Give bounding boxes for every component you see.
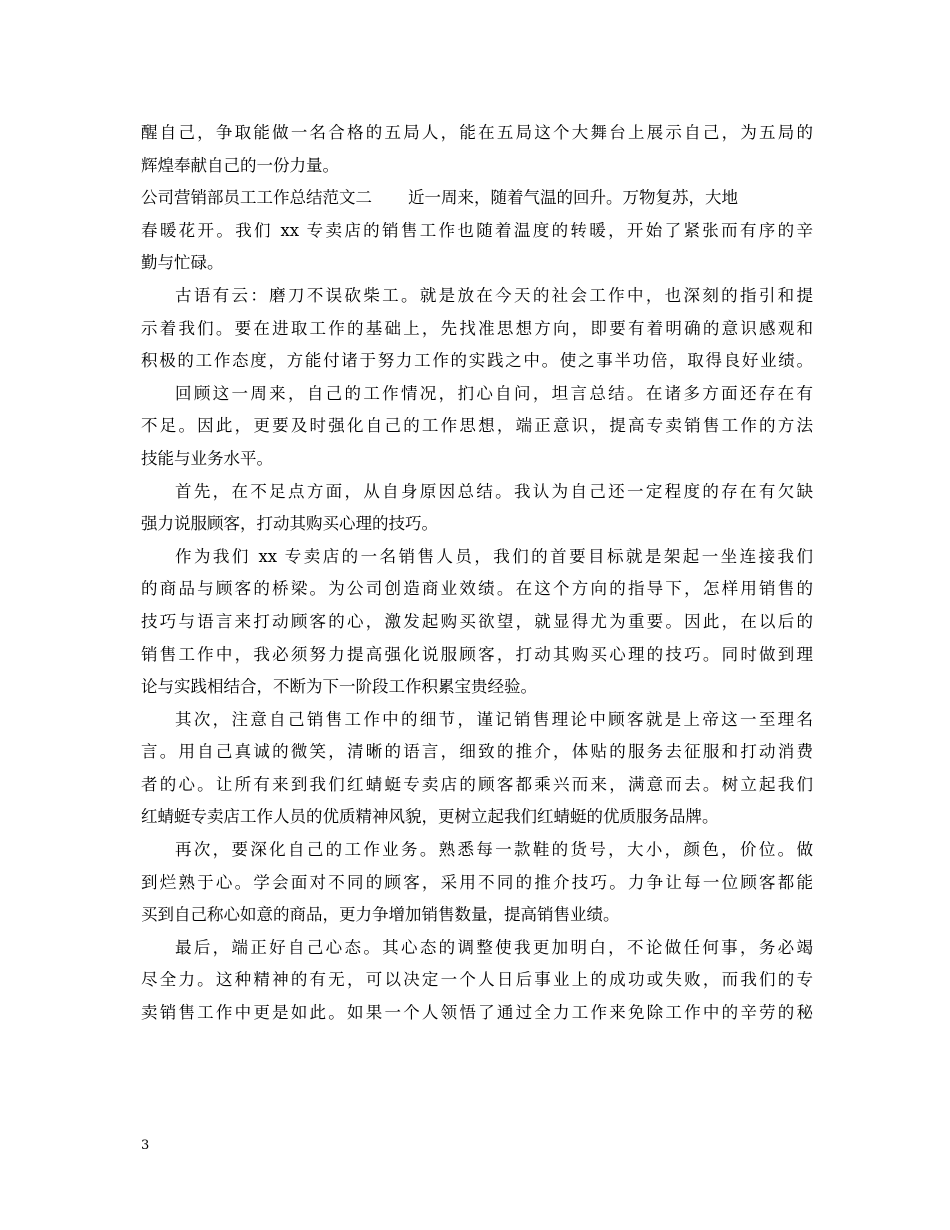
text-line: 春暖花开。我们 xx 专卖店的销售工作也随着温度的转暖，开始了紧张而有序的辛 bbox=[141, 220, 813, 240]
text-line: 醒自己，争取能做一名合格的五局人，能在五局这个大舞台上展示自己，为五局的 bbox=[141, 123, 813, 142]
paragraph-first-line: 古语有云：磨刀不误砍柴工。就是放在今天的社会工作中，也深刻的指引和提 bbox=[175, 285, 813, 305]
text-line: 积极的工作态度，方能付诸于努力工作的实践之中。使之事半功倍，取得良好业绩。 bbox=[141, 351, 813, 371]
section-intro-text: 近一周来，随着气温的回升。万物复苏，大地 bbox=[408, 188, 738, 208]
text-line: 红蜻蜓专卖店工作人员的优质精神风貌，更树立起我们红蜻蜓的优质服务品牌。 bbox=[141, 807, 719, 827]
text-line: 尽全力。这种精神的有无，可以决定一个人日后事业上的成功或失败，而我们的专 bbox=[141, 970, 813, 990]
text-line: 辉煌奉献自己的一份力量。 bbox=[141, 155, 339, 175]
text-line: 到烂熟于心。学会面对不同的顾客，采用不同的推介技巧。力争让每一位顾客都能 bbox=[141, 872, 813, 892]
text-line: 论与实践相结合，不断为下一阶段工作积累宝贵经验。 bbox=[141, 677, 537, 697]
text-line: 强力说服顾客，打动其购买心理的技巧。 bbox=[141, 514, 438, 534]
paragraph-first-line: 其次，注意自己销售工作中的细节，谨记销售理论中顾客就是上帝这一至理名 bbox=[175, 709, 813, 729]
paragraph-first-line: 再次，要深化自己的工作业务。熟悉每一款鞋的货号，大小，颜色，价位。做 bbox=[175, 840, 813, 860]
text-line: 言。用自己真诚的微笑，清晰的语言，细致的推介，体贴的服务去征服和打动消费 bbox=[141, 742, 813, 762]
page-number: 3 bbox=[141, 1138, 150, 1153]
paragraph-first-line: 作为我们 xx 专卖店的一名销售人员，我们的首要目标就是架起一坐连接我们 bbox=[175, 546, 813, 566]
document-body bbox=[141, 117, 813, 1030]
text-line: 者的心。让所有来到我们红蜻蜓专卖店的顾客都乘兴而来，满意而去。树立起我们 bbox=[141, 774, 813, 794]
paragraph-first-line: 首先，在不足点方面，从自身原因总结。我认为自己还一定程度的存在有欠缺 bbox=[175, 481, 813, 501]
text-line: 示着我们。要在进取工作的基础上，先找准思想方向，即要有着明确的意识感观和 bbox=[141, 318, 813, 338]
section-heading-line bbox=[141, 182, 813, 215]
text-line: 不足。因此，更要及时强化自己的工作思想，端正意识，提高专卖销售工作的方法 bbox=[141, 416, 813, 436]
paragraph-first-line: 最后，端正好自己心态。其心态的调整使我更加明白，不论做任何事，务必竭 bbox=[175, 937, 813, 957]
text-line: 技能与业务水平。 bbox=[141, 448, 273, 468]
text-line: 买到自己称心如意的商品，更力争增加销售数量，提高销售业绩。 bbox=[141, 905, 620, 925]
text-line: 卖销售工作中更是如此。如果一个人领悟了通过全力工作来免除工作中的辛劳的秘 bbox=[141, 1003, 813, 1023]
text-line: 勤与忙碌。 bbox=[141, 253, 224, 273]
section-heading: 公司营销部员工工作总结范文二 bbox=[141, 188, 372, 208]
text-line: 技巧与语言来打动顾客的心，激发起购买欲望，就显得尤为重要。因此，在以后的 bbox=[141, 611, 813, 631]
text-line: 销售工作中，我必须努力提高强化说服顾客，打动其购买心理的技巧。同时做到理 bbox=[141, 644, 813, 664]
paragraph-first-line: 回顾这一周来，自己的工作情况，扪心自问，坦言总结。在诸多方面还存在有 bbox=[175, 383, 813, 403]
text-line: 的商品与顾客的桥梁。为公司创造商业效绩。在这个方向的指导下，怎样用销售的 bbox=[141, 579, 813, 599]
